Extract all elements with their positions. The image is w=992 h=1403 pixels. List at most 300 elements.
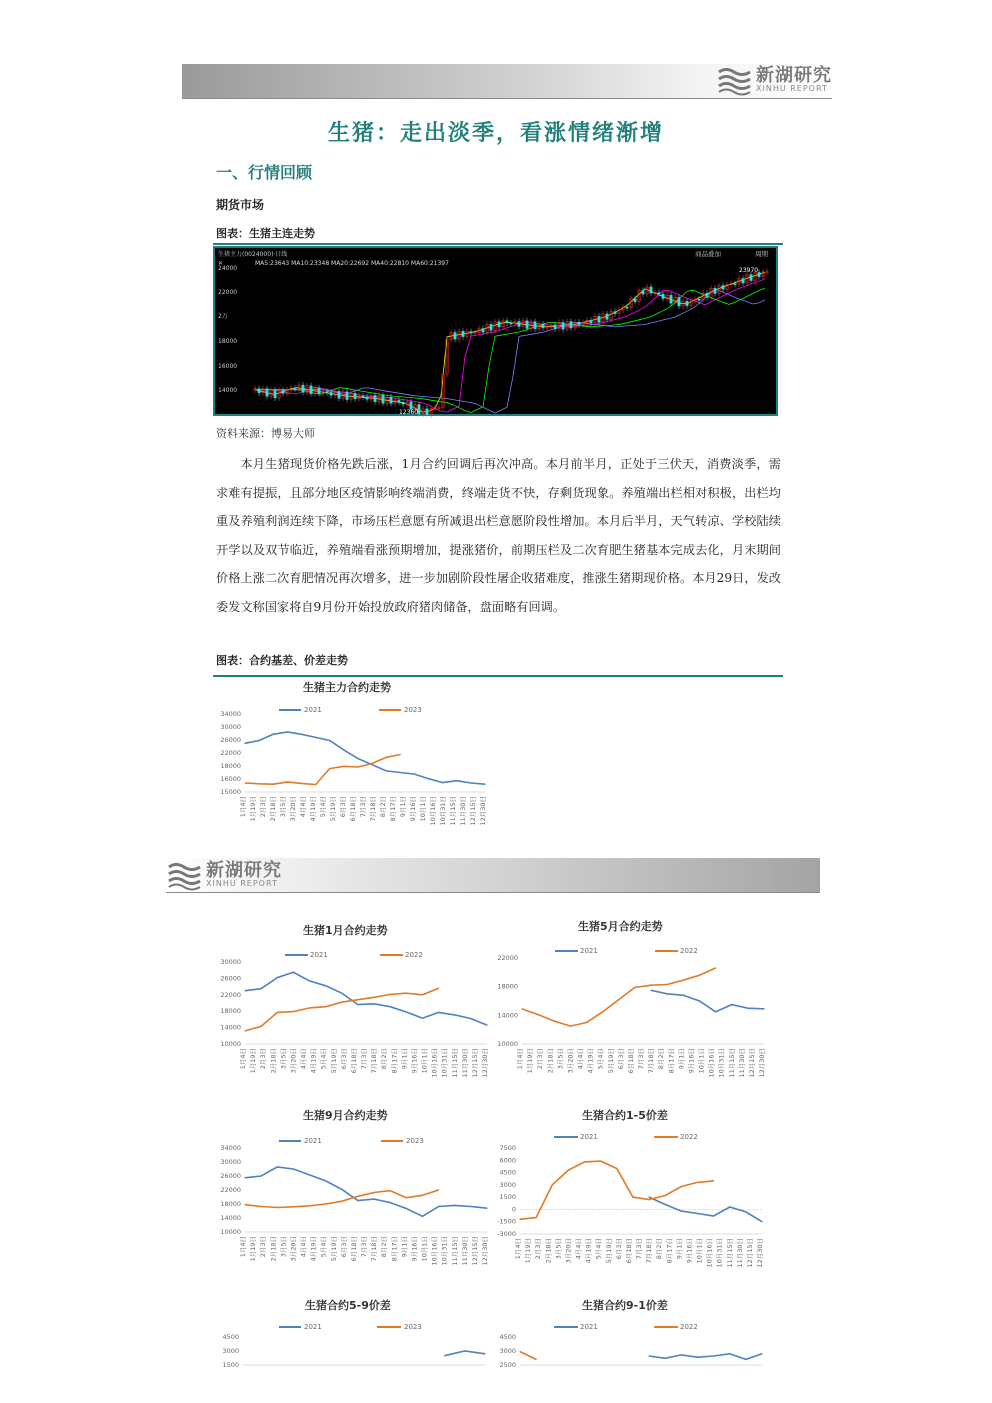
data-point	[667, 984, 668, 985]
candle	[338, 391, 340, 398]
chart-title: 生猪主力合约走势	[303, 681, 391, 694]
x-tick-label: 6月18日	[349, 1048, 358, 1074]
candle	[570, 322, 572, 328]
x-tick-label: 1月4日	[514, 1238, 522, 1260]
x-tick-label: 4月4日	[299, 796, 307, 818]
x-tick-label: 2月18日	[269, 1236, 278, 1262]
candle	[742, 279, 744, 283]
x-tick-label: 11月30日	[735, 1238, 744, 1268]
x-tick-label: 2月3日	[259, 1236, 268, 1258]
y-tick-label: 22000	[497, 954, 518, 962]
data-point	[309, 980, 310, 981]
x-tick-label: 12月15日	[747, 1048, 756, 1078]
y-tick-label: 4500	[222, 1333, 239, 1341]
data-point	[406, 1208, 407, 1209]
x-tick-label: 2月18日	[546, 1048, 555, 1074]
candle	[266, 389, 268, 397]
data-point	[697, 1182, 698, 1183]
candle	[614, 312, 616, 314]
x-tick-label: 5月4日	[319, 796, 327, 818]
data-point	[244, 1030, 245, 1031]
legend-2021: 2021	[304, 706, 322, 714]
y-tick-label: 14000	[497, 1011, 518, 1020]
y-tick-label: 22000	[220, 749, 241, 757]
close-icon[interactable]: ✕	[218, 260, 224, 267]
data-point	[484, 784, 485, 785]
candle	[706, 293, 708, 297]
x-tick-label: 8月17日	[667, 1048, 676, 1074]
legend-2021: 2021	[580, 1323, 598, 1331]
candle	[590, 320, 592, 323]
caption-rule-2	[213, 675, 783, 677]
x-tick-label: 9月16日	[687, 1048, 696, 1074]
data-point	[329, 768, 330, 769]
data-point	[293, 1011, 294, 1012]
y-tick-label: 0	[511, 1205, 516, 1214]
data-point	[325, 985, 326, 986]
chart-spread-9-1	[490, 1295, 770, 1369]
series-line-2021	[445, 1351, 485, 1356]
data-point	[681, 1354, 682, 1355]
data-point	[371, 763, 372, 764]
body-paragraph: 本月生猪现货价格先跌后涨，1月合约回调后再次冲高。本月前半月，正处于三伏天，消费淡季，需求难有提振，且部分地区疫情影响终端消费，终端走货不快，存剩货现象。养殖端出栏相对积极，出栏均重及养殖利润连续下降，市场压栏意愿有所减退出栏意愿阶段性增加。本月后半月，天气转凉、学校陆续开学以及双节临近，养殖端看涨预期增加，提涨猪价，前期压栏及二次育肥生猪基本完成去化，月末期间价格上涨二次育肥情况再次增多，进一步加剧阶段性屠企收猪难度，推涨生猪期现价格。本月29日，发改委发文称国家将自9月份开始投放政府猪肉储备，盘面略有回调。	[216, 457, 781, 614]
waves-logo-icon	[718, 66, 752, 94]
y-tick-label: 3000	[222, 1347, 239, 1355]
x-tick-label: 1月4日	[516, 1048, 524, 1070]
x-tick-label: 3月5日	[279, 1048, 288, 1070]
x-tick-label: 7月3日	[359, 796, 367, 818]
candle	[750, 275, 752, 281]
x-tick-label: 2月3日	[536, 1048, 545, 1070]
candle	[294, 388, 296, 389]
x-tick-label: 5月19日	[329, 1048, 338, 1074]
data-point	[667, 993, 668, 994]
x-tick-label: 3月5日	[279, 1236, 288, 1258]
figure-source: 资料来源：博易大师	[216, 427, 315, 440]
data-point	[343, 766, 344, 767]
chart-title: 生猪合约9-1价差	[582, 1299, 668, 1312]
candle	[758, 273, 760, 277]
legend-2021: 2021	[580, 1133, 598, 1141]
x-tick-label: 2月18日	[269, 1048, 278, 1074]
series-line-2022	[520, 1352, 536, 1360]
data-point	[438, 988, 439, 989]
logo-cn-text: 新湖研究	[206, 860, 282, 881]
data-point	[293, 1168, 294, 1169]
x-tick-label: 11月30日	[737, 1048, 746, 1078]
candle	[470, 332, 472, 333]
data-point	[665, 1204, 666, 1205]
kline-y-label: 22000	[218, 289, 238, 296]
low-price-label: 12360	[399, 409, 419, 416]
data-point	[406, 1011, 407, 1012]
x-tick-label: 8月2日	[655, 1238, 664, 1260]
y-tick-label: 1500	[499, 1193, 516, 1202]
y-tick-label: -1500	[497, 1217, 516, 1226]
data-point	[309, 1174, 310, 1175]
data-point	[713, 1355, 714, 1356]
chart-spread-1-5	[490, 1105, 770, 1275]
data-point	[747, 1008, 748, 1009]
x-tick-label: 8月2日	[379, 796, 387, 818]
data-point	[731, 1004, 732, 1005]
legend-2022: 2022	[680, 1323, 698, 1331]
x-tick-label: 1月4日	[239, 796, 247, 818]
x-tick-label: 8月2日	[380, 1236, 389, 1258]
x-tick-label: 5月4日	[319, 1048, 328, 1070]
data-point	[400, 754, 401, 755]
x-tick-label: 5月19日	[606, 1048, 615, 1074]
legend-2022: 2022	[405, 951, 423, 959]
data-point	[406, 993, 407, 994]
candle	[498, 322, 500, 327]
x-tick-label: 7月3日	[637, 1048, 645, 1070]
data-point	[648, 1355, 649, 1356]
candle	[330, 392, 332, 395]
x-tick-label: 9月16日	[410, 1236, 419, 1262]
data-point	[584, 1161, 585, 1162]
x-tick-label: 4月19日	[584, 1238, 593, 1264]
x-tick-label: 3月20日	[289, 1236, 298, 1262]
data-point	[681, 1186, 682, 1187]
data-point	[715, 1011, 716, 1012]
x-tick-label: 12月30日	[481, 1048, 489, 1078]
x-tick-label: 6月3日	[339, 796, 347, 818]
data-point	[586, 1022, 587, 1023]
kline-y-label: 16000	[218, 363, 238, 370]
x-tick-label: 7月3日	[635, 1238, 643, 1260]
candle	[398, 400, 400, 402]
x-tick-label: 9月16日	[410, 1048, 419, 1074]
candle	[698, 299, 700, 300]
x-tick-label: 5月19日	[329, 1236, 338, 1262]
data-point	[244, 1177, 245, 1178]
x-tick-label: 7月18日	[370, 1236, 379, 1262]
y-tick-label: 26000	[220, 1172, 241, 1180]
candle	[678, 297, 680, 306]
kline-y-label: 2万	[218, 313, 228, 320]
data-point	[519, 1351, 520, 1352]
x-tick-label: 12月15日	[470, 1236, 479, 1266]
x-tick-label: 4月4日	[574, 1238, 583, 1260]
kline-header: 生猪主力(0024000)·日线	[218, 251, 288, 258]
data-point	[373, 1192, 374, 1193]
candle	[374, 395, 376, 401]
candle	[518, 322, 520, 327]
data-point	[464, 1350, 465, 1351]
data-point	[761, 1221, 762, 1222]
kline-chart	[213, 246, 778, 416]
period-button[interactable]: 周期	[755, 250, 768, 258]
x-tick-label: 1月19日	[526, 1048, 535, 1074]
candle	[634, 299, 636, 302]
data-point	[287, 731, 288, 732]
data-point	[390, 1202, 391, 1203]
x-tick-label: 11月15日	[727, 1048, 736, 1078]
legend-2021: 2021	[304, 1323, 322, 1331]
x-tick-label: 9月16日	[685, 1238, 694, 1264]
series-line-2021	[651, 990, 764, 1012]
x-tick-label: 10月1日	[420, 1236, 429, 1262]
data-point	[422, 1216, 423, 1217]
candle	[606, 314, 608, 319]
y-tick-label: 10000	[220, 1228, 241, 1236]
data-point	[341, 1002, 342, 1003]
x-tick-label: 10月16日	[430, 1236, 439, 1266]
data-point	[618, 999, 619, 1000]
xinhu-logo	[718, 66, 832, 94]
data-point	[400, 772, 401, 773]
y-tick-label: 2500	[499, 1361, 516, 1369]
x-tick-label: 2月3日	[534, 1238, 543, 1260]
data-point	[438, 1189, 439, 1190]
x-tick-label: 6月18日	[626, 1048, 635, 1074]
figure-caption-basis: 图表：合约基差、价差走势	[216, 654, 348, 667]
y-tick-label: 30000	[220, 1158, 241, 1166]
data-point	[390, 1006, 391, 1007]
data-point	[244, 990, 245, 991]
candle	[642, 291, 644, 294]
logo-en-text: XINHU REPORT	[206, 879, 278, 888]
y-tick-label: 18000	[220, 762, 241, 770]
data-point	[325, 1203, 326, 1204]
x-tick-label: 8月17日	[390, 1236, 399, 1262]
x-tick-label: 5月4日	[594, 1238, 603, 1260]
data-point	[632, 1197, 633, 1198]
candle	[626, 307, 628, 308]
series-line-2021	[245, 1167, 487, 1216]
y-tick-label: 3000	[499, 1180, 516, 1189]
data-point	[729, 1206, 730, 1207]
data-point	[315, 737, 316, 738]
chart-jan-contract	[213, 920, 493, 1085]
data-point	[634, 987, 635, 988]
data-point	[373, 1003, 374, 1004]
x-tick-label: 3月5日	[279, 796, 287, 818]
data-point	[309, 1007, 310, 1008]
data-point	[699, 975, 700, 976]
candle	[426, 409, 428, 415]
candle	[354, 393, 356, 398]
data-point	[665, 1358, 666, 1359]
data-point	[343, 749, 344, 750]
candle	[258, 389, 260, 393]
candle	[670, 295, 672, 303]
y-tick-label: 3000	[499, 1347, 516, 1355]
data-point	[683, 995, 684, 996]
data-point	[259, 740, 260, 741]
data-point	[386, 770, 387, 771]
x-tick-label: 4月19日	[309, 796, 317, 822]
candle	[662, 294, 664, 298]
data-point	[713, 1180, 714, 1181]
y-tick-label: 18000	[220, 1200, 241, 1208]
logo-cn-text: 新湖研究	[756, 65, 832, 86]
data-point	[745, 1211, 746, 1212]
data-point	[357, 1196, 358, 1197]
x-tick-label: 11月15日	[449, 796, 457, 826]
x-tick-label: 7月3日	[360, 1236, 368, 1258]
data-point	[277, 1012, 278, 1013]
data-point	[341, 1201, 342, 1202]
x-tick-label: 9月1日	[677, 1048, 686, 1070]
x-tick-label: 6月18日	[349, 796, 357, 822]
x-tick-label: 1月19日	[249, 1236, 258, 1262]
data-point	[261, 1206, 262, 1207]
y-tick-label: 14000	[220, 1023, 241, 1032]
x-tick-label: 10月31日	[717, 1048, 726, 1078]
x-tick-label: 3月5日	[554, 1238, 563, 1260]
data-point	[244, 1204, 245, 1205]
data-point	[438, 1206, 439, 1207]
x-tick-label: 7月18日	[645, 1238, 654, 1264]
data-point	[422, 1018, 423, 1019]
candle	[534, 322, 536, 329]
x-tick-label: 6月3日	[339, 1048, 348, 1070]
x-tick-label: 8月2日	[657, 1048, 666, 1070]
x-tick-label: 11月30日	[459, 796, 467, 826]
candle	[402, 402, 404, 404]
data-point	[761, 1353, 762, 1354]
x-tick-label: 8月17日	[665, 1238, 674, 1264]
x-tick-label: 10月1日	[697, 1048, 706, 1074]
x-tick-label: 11月30日	[460, 1048, 469, 1078]
section-heading: 一、行情回顾	[216, 163, 313, 182]
y-tick-label: 34000	[220, 1144, 241, 1152]
data-point	[277, 977, 278, 978]
x-tick-label: 5月19日	[329, 796, 337, 822]
data-point	[552, 1184, 553, 1185]
data-point	[293, 1206, 294, 1207]
ma-readout: MA5:23643 MA10:23348 MA20:22692 MA40:22810 MA60:21397	[255, 260, 449, 267]
data-point	[521, 1008, 522, 1009]
data-point	[616, 1168, 617, 1169]
data-point	[301, 734, 302, 735]
candle	[722, 286, 724, 290]
series-line-2021	[245, 732, 485, 784]
data-point	[729, 1353, 730, 1354]
data-point	[442, 782, 443, 783]
x-tick-label: 10月16日	[429, 796, 437, 826]
data-point	[315, 784, 316, 785]
data-point	[414, 773, 415, 774]
x-tick-label: 12月30日	[756, 1238, 764, 1268]
x-tick-label: 5月4日	[319, 1236, 328, 1258]
data-point	[697, 1357, 698, 1358]
chart-sep-contract	[213, 1105, 493, 1275]
candle	[554, 325, 556, 329]
candle	[506, 321, 508, 323]
candle	[510, 323, 512, 324]
candle	[274, 390, 276, 398]
x-tick-label: 7月18日	[369, 796, 377, 822]
data-point	[486, 1025, 487, 1026]
data-point	[261, 1026, 262, 1027]
series-line-2022	[245, 1190, 439, 1208]
overlay-button[interactable]: 商品叠加	[695, 250, 721, 258]
data-point	[301, 783, 302, 784]
candle	[382, 395, 384, 403]
y-tick-label: 15000	[220, 788, 241, 796]
data-point	[715, 967, 716, 968]
x-tick-label: 6月18日	[349, 1236, 358, 1262]
y-tick-label: 4500	[499, 1168, 516, 1177]
data-point	[486, 1208, 487, 1209]
data-point	[444, 1355, 445, 1356]
candle	[302, 385, 304, 392]
x-tick-label: 10月31日	[715, 1238, 724, 1268]
data-point	[309, 1205, 310, 1206]
data-point	[600, 1161, 601, 1162]
y-tick-label: 18000	[220, 1007, 241, 1016]
x-tick-label: 7月18日	[647, 1048, 656, 1074]
data-point	[357, 766, 358, 767]
x-tick-label: 6月3日	[616, 1048, 625, 1070]
data-point	[454, 1205, 455, 1206]
figure-caption-kline: 图表：生猪主连走势	[216, 227, 315, 240]
x-tick-label: 2月3日	[259, 796, 267, 818]
chart-title: 生猪9月合约走势	[303, 1109, 388, 1122]
data-point	[390, 1190, 391, 1191]
x-tick-label: 3月5日	[556, 1048, 565, 1070]
data-point	[454, 1014, 455, 1015]
x-tick-label: 1月19日	[524, 1238, 533, 1264]
data-point	[244, 782, 245, 783]
data-point	[745, 1359, 746, 1360]
series-line-2021	[649, 1354, 762, 1360]
x-tick-label: 3月20日	[289, 1048, 298, 1074]
data-point	[538, 1014, 539, 1015]
x-tick-label: 5月19日	[604, 1238, 613, 1264]
data-point	[261, 1175, 262, 1176]
data-point	[470, 1018, 471, 1019]
x-tick-label: 7月3日	[360, 1048, 368, 1070]
candle	[462, 331, 464, 336]
data-point	[390, 994, 391, 995]
data-point	[484, 1353, 485, 1354]
x-tick-label: 1月4日	[239, 1048, 247, 1070]
x-tick-label: 11月15日	[450, 1236, 459, 1266]
y-tick-label: 34000	[220, 710, 241, 718]
x-tick-label: 12月30日	[479, 796, 487, 826]
data-point	[277, 1166, 278, 1167]
data-point	[470, 1206, 471, 1207]
candle	[366, 397, 368, 399]
data-point	[273, 784, 274, 785]
data-point	[568, 1170, 569, 1171]
candle	[282, 390, 284, 393]
x-tick-label: 5月4日	[596, 1048, 605, 1070]
xinhu-logo-2	[168, 861, 282, 889]
y-tick-label: 22000	[220, 990, 241, 999]
x-tick-label: 11月15日	[725, 1238, 734, 1268]
data-point	[683, 980, 684, 981]
y-tick-label: 1500	[222, 1361, 239, 1369]
x-tick-label: 3月20日	[566, 1048, 575, 1074]
data-point	[536, 1217, 537, 1218]
x-tick-label: 7月18日	[370, 1048, 379, 1074]
candle	[346, 392, 348, 400]
legend-2023: 2023	[404, 706, 422, 714]
x-tick-label: 1月19日	[249, 796, 257, 822]
y-tick-label: 18000	[497, 982, 518, 991]
legend-2021: 2021	[310, 951, 328, 959]
data-point	[373, 997, 374, 998]
data-point	[357, 999, 358, 1000]
x-tick-label: 10月1日	[695, 1238, 704, 1264]
candle	[310, 386, 312, 394]
data-point	[422, 994, 423, 995]
